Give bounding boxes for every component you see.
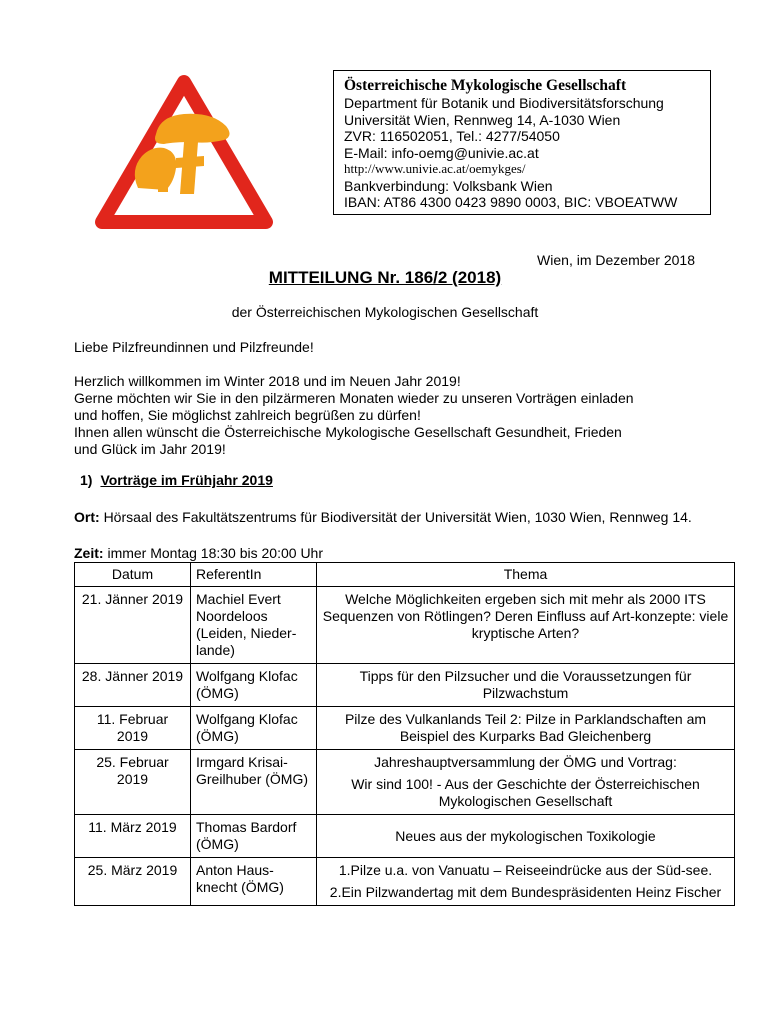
location-paragraph xyxy=(74,507,696,527)
society-logo xyxy=(94,70,274,240)
table-row xyxy=(75,858,735,906)
column-header-date: Datum xyxy=(75,563,191,587)
org-name: Österreichische Mykologische Gesellschaft xyxy=(344,77,627,94)
cell-speaker: Irmgard Krisai-Greilhuber (ÖMG) xyxy=(191,750,317,815)
column-header-topic: Thema xyxy=(317,563,735,587)
website-link[interactable]: http://www.univie.ac.at/oemykges/ xyxy=(344,161,526,176)
intro-line: und Glück im Jahr 2019! xyxy=(74,441,226,457)
address: Universität Wien, Rennweg 14, A-1030 Wien xyxy=(344,111,621,128)
cell-date: 25. März 2019 xyxy=(75,858,191,906)
cell-date: 21. Jänner 2019 xyxy=(75,587,191,664)
department: Department für Botanik und Biodiversitätsforschung xyxy=(344,95,664,111)
cell-topic xyxy=(317,750,735,815)
cell-date: 28. Jänner 2019 xyxy=(75,664,191,707)
cell-topic: Tipps für den Pilzsucher und die Voraussetzungen für Pilzwachstum xyxy=(317,664,735,707)
intro-line: Gerne möchten wir Sie in den pilzärmeren Monaten wieder zu unseren Vorträgen einladen xyxy=(74,390,634,406)
intro-line: und hoffen, Sie möglichst zahlreich begrüßen zu dürfen! xyxy=(74,407,421,423)
intro-line: Herzlich willkommen im Winter 2018 und im Neuen Jahr 2019! xyxy=(74,373,461,389)
cell-date: 11. März 2019 xyxy=(75,815,191,858)
table-row xyxy=(75,707,735,750)
cell-speaker: Anton Haus-knecht (ÖMG) xyxy=(191,858,317,906)
cell-speaker: Wolfgang Klofac (ÖMG) xyxy=(191,707,317,750)
cell-speaker: Wolfgang Klofac (ÖMG) xyxy=(191,664,317,707)
cell-topic xyxy=(317,858,735,906)
cell-topic: Pilze des Vulkanlands Teil 2: Pilze in Parklandschaften am Beispiel des Kurparks Bad Gleichenberg xyxy=(317,707,735,750)
cell-topic: Neues aus der mykologischen Toxikologie xyxy=(317,815,735,858)
email: E-Mail: info-oemg@univie.ac.at xyxy=(344,144,539,161)
greeting: Liebe Pilzfreundinnen und Pilzfreunde! xyxy=(74,339,314,355)
cell-speaker: Thomas Bardorf (ÖMG) xyxy=(191,815,317,858)
table-header-row xyxy=(75,563,735,587)
intro-line: Ihnen allen wünscht die Österreichische Mykologische Gesellschaft Gesundheit, Frieden xyxy=(74,424,622,440)
table-row xyxy=(75,664,735,707)
zvr-phone: ZVR: 116502051, Tel.: 4277/54050 xyxy=(344,128,560,144)
topic-line: 2.Ein Pilzwandertag mit dem Bundespräsidenten Heinz Fischer xyxy=(329,884,722,900)
subtitle: der Österreichischen Mykologischen Gesellschaft xyxy=(231,304,539,320)
lecture-table xyxy=(74,562,735,906)
bank: Bankverbindung: Volksbank Wien xyxy=(344,177,553,194)
table-row xyxy=(75,750,735,815)
section-number: 1) xyxy=(80,472,93,488)
column-header-speaker: ReferentIn xyxy=(191,563,317,587)
time-line xyxy=(74,545,323,561)
cell-topic: Welche Möglichkeiten ergeben sich mit mehr als 2000 ITS Sequenzen von Rötlingen? Deren Einfluss auf Art-konzepte: viele kryptische Arten? xyxy=(317,587,735,664)
page-title: MITTEILUNG Nr. 186/2 (2018) xyxy=(268,268,502,287)
topic-line: Wir sind 100! - Aus der Geschichte der Österreichischen Mykologischen Gesellschaft xyxy=(351,776,700,809)
section-title: Vorträge im Frühjahr 2019 xyxy=(100,472,273,488)
iban: IBAN: AT86 4300 0423 9890 0003, BIC: VBOEATWW xyxy=(344,194,678,210)
table-row xyxy=(75,587,735,664)
section-heading xyxy=(80,472,273,488)
table-row xyxy=(75,815,735,858)
time-label: Zeit: xyxy=(74,545,104,561)
location-label: Ort: xyxy=(74,509,100,525)
logo-text: af xyxy=(184,220,185,221)
cell-date: 11. Februar 2019 xyxy=(75,707,191,750)
date-line: Wien, im Dezember 2018 xyxy=(537,252,695,268)
location-text: Hörsaal des Fakultätszentrums für Biodiversität der Universität Wien, 1030 Wien, Rennweg 14. xyxy=(103,509,692,525)
letterhead-box xyxy=(333,70,711,215)
time-text: immer Montag 18:30 bis 20:00 Uhr xyxy=(107,545,324,561)
topic-line: Jahreshauptversammlung der ÖMG und Vortrag: xyxy=(374,754,677,770)
cell-date: 25. Februar 2019 xyxy=(75,750,191,815)
cell-speaker: Machiel Evert Noordeloos (Leiden, Nieder-lande) xyxy=(191,587,317,664)
topic-line: 1.Pilze u.a. von Vanuatu – Reiseeindrücke aus der Süd-see. xyxy=(338,862,713,878)
intro-paragraph xyxy=(74,373,714,458)
